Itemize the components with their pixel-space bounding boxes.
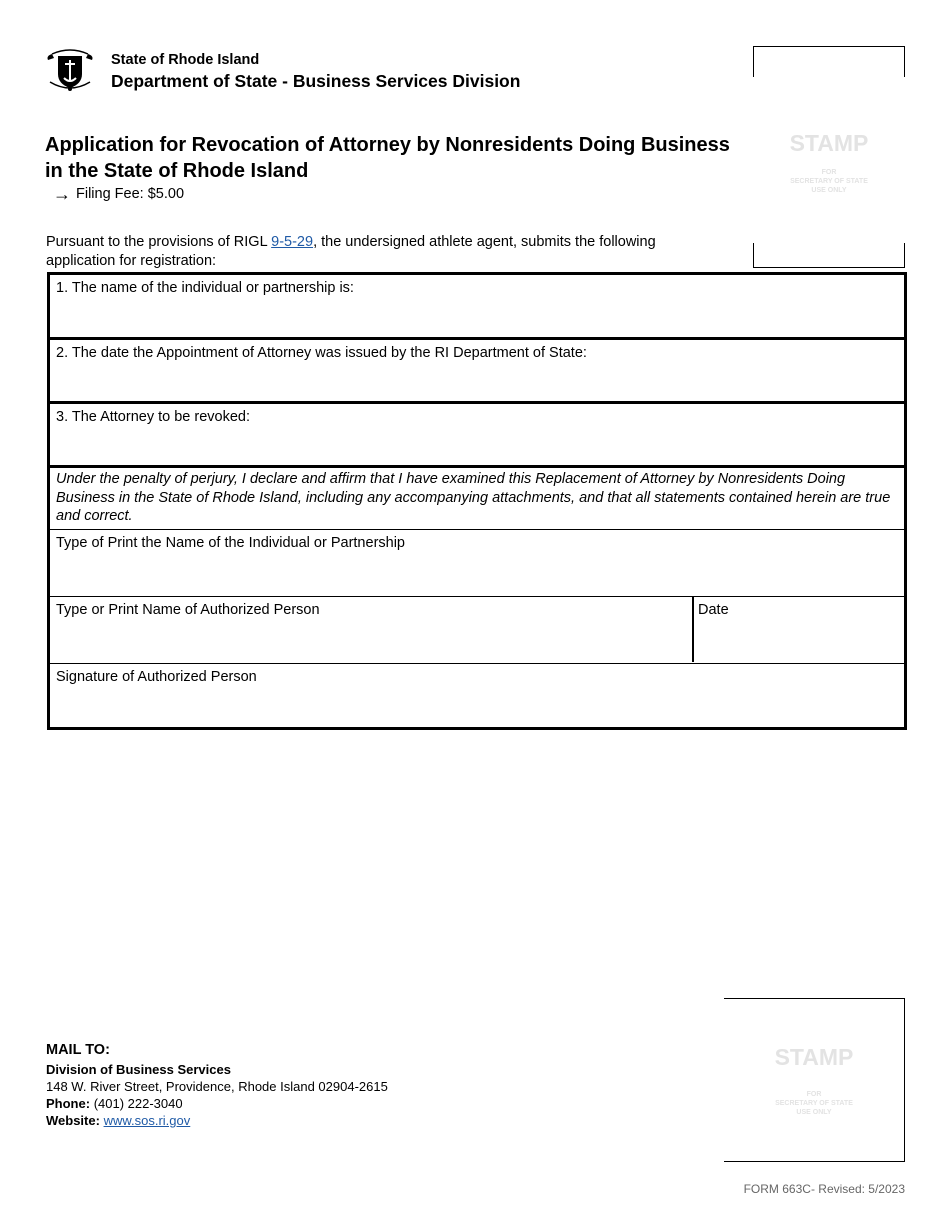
declaration (50, 468, 904, 530)
stamp-box-top (753, 46, 905, 268)
declaration-text: Under the penalty of perjury, I declare and affirm that I have examined this Replacement of Attorney by Nonresidents Doing Business in the State of Rhode Island, including any accompanying attachments, and that all statements contained herein are true and correct. (56, 471, 891, 524)
stamp-note-line3: USE ONLY (811, 187, 847, 194)
stamp-note-bottom-line2: SECRETARY OF STATE (775, 1100, 853, 1107)
print-name-field[interactable] (50, 530, 904, 597)
date-issued-label: 2. The date the Appointment of Attorney was issued by the RI Department of State: (56, 345, 587, 361)
rhode-island-seal-icon (44, 44, 96, 92)
stamp-note-line1: FOR (821, 169, 837, 176)
intro-before: Pursuant to the provisions of RIGL (46, 234, 272, 250)
arrow-right-icon: → (53, 184, 71, 204)
website-line (46, 1113, 190, 1128)
stamp-box-bottom (724, 998, 905, 1162)
stamp-note-line2: SECRETARY OF STATE (790, 178, 868, 185)
rigl-link[interactable]: 9-5-29 (271, 234, 314, 250)
authorized-row (50, 597, 904, 664)
state-name: State of Rhode Island (111, 52, 260, 68)
phone-number: (401) 222-3040 (93, 1096, 183, 1111)
stamp-note-bottom-line3: USE ONLY (796, 1109, 832, 1116)
division-name: Division of Business Services (46, 1062, 231, 1077)
date-label: Date (698, 602, 729, 618)
column-divider (692, 597, 694, 662)
name-field-label: 1. The name of the individual or partnership is: (56, 280, 354, 296)
website-link[interactable]: www.sos.ri.gov (103, 1113, 191, 1128)
stamp-label-bottom: STAMP (774, 1044, 854, 1070)
print-name-label: Type of Print the Name of the Individual or Partnership (56, 535, 405, 551)
department-name: Department of State - Business Services Division (111, 71, 521, 91)
phone-label: Phone: (46, 1096, 91, 1111)
name-field[interactable] (50, 275, 904, 340)
phone-line (46, 1096, 183, 1111)
stamp-note-bottom-line1: FOR (806, 1091, 822, 1098)
intro-after: , the undersigned athlete agent, submits the following application for registration: (46, 234, 656, 269)
attorney-label: 3. The Attorney to be revoked: (56, 409, 250, 425)
authorized-name-label: Type or Print Name of Authorized Person (56, 602, 320, 618)
signature-field[interactable] (50, 664, 904, 727)
filing-fee (53, 186, 184, 202)
signature-label: Signature of Authorized Person (56, 669, 257, 685)
form-revision: FORM 663C- Revised: 5/2023 (743, 1182, 905, 1196)
stamp-label: STAMP (789, 130, 869, 156)
website-label: Website: (46, 1113, 100, 1128)
application-form (47, 272, 907, 730)
mail-to-heading: MAIL TO: (46, 1042, 110, 1058)
intro-text (46, 233, 726, 271)
filing-fee-text: Filing Fee: $5.00 (76, 186, 185, 202)
page-title: Application for Revocation of Attorney by Nonresidents Doing Business in the State of Rhode Island (45, 134, 730, 182)
mailing-address: 148 W. River Street, Providence, Rhode Island 02904-2615 (46, 1079, 388, 1094)
attorney-field[interactable] (50, 404, 904, 468)
date-issued-field[interactable] (50, 340, 904, 404)
